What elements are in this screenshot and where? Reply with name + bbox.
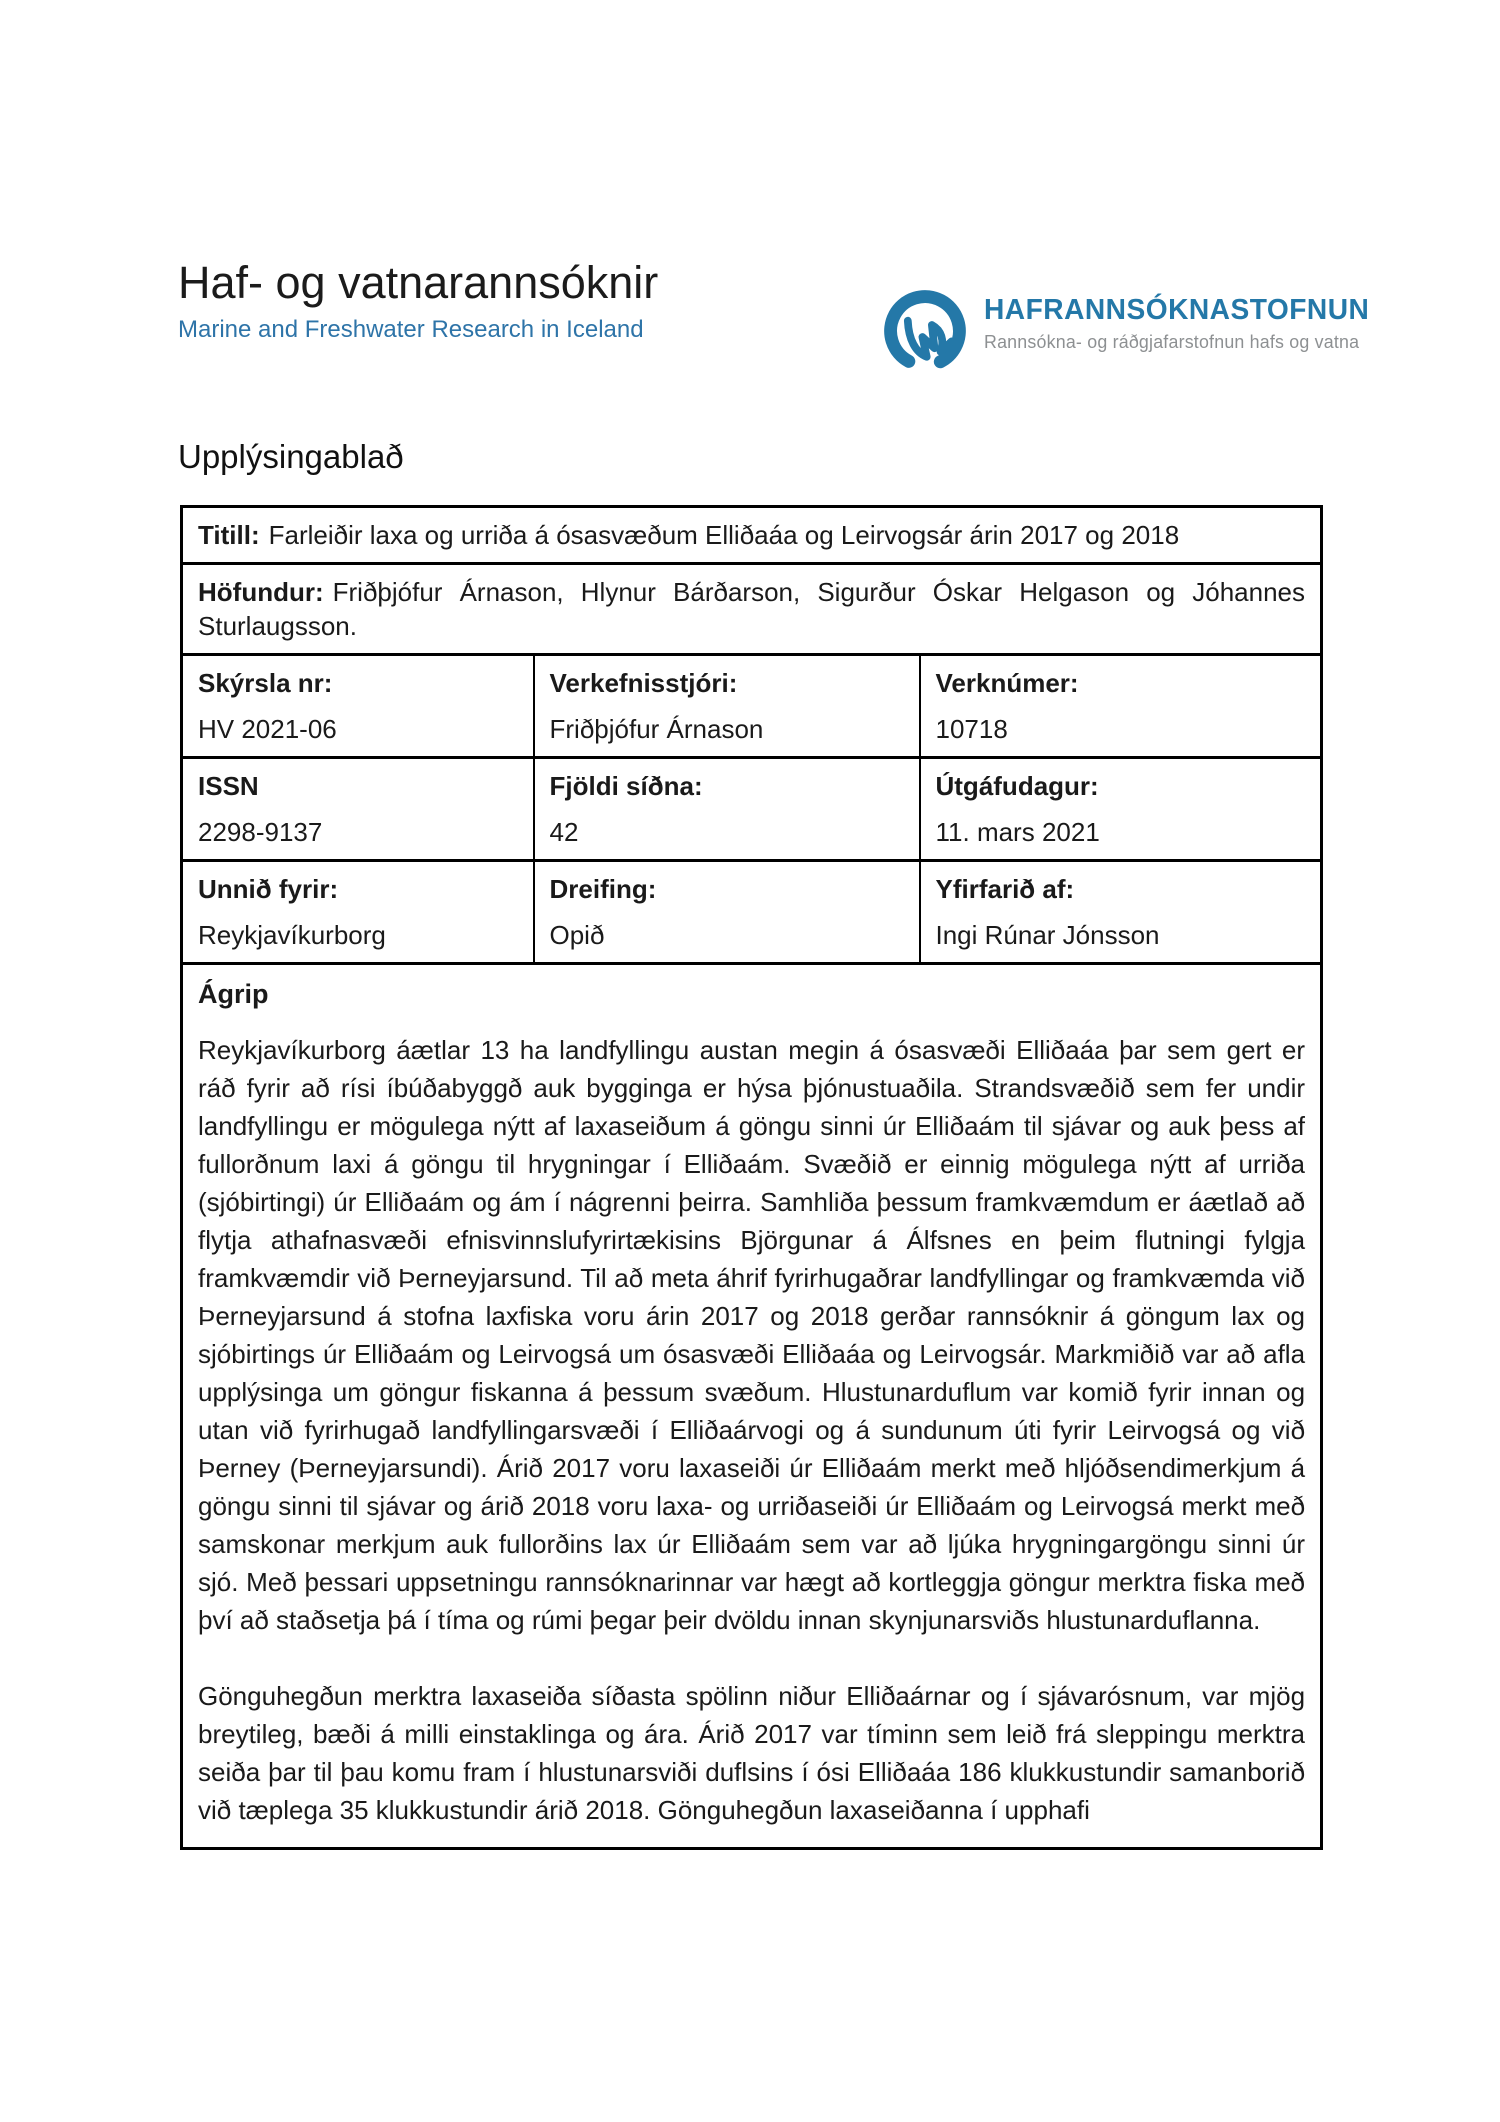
distribution-value: Opið (549, 920, 605, 950)
commissioned-by-value: Reykjavíkurborg (198, 920, 386, 950)
abstract-paragraph: Reykjavíkurborg áætlar 13 ha landfyllingu austan megin á ósasvæði Elliðaáa þar sem gert er ráð fyrir að rísi íbúðabyggð auk bygginga er hýsa þjónustuaðila. Strandsvæðið sem fer undir landfyllingu er mögulega nýtt af laxaseiðum á göngu sinni úr Elliðaám til sjávar og auk þess af fullorðnum laxi á göngu til hrygningar í Elliðaám. Svæðið er einnig mögulega nýtt af urriða (sjóbirtingi) úr Elliðaám og ám í nágrenni þeirra. Samhliða þessum framkvæmdum er áætlað að flytja athafnasvæði efnisvinnslufyrirtækisins Björgunar á Álfsnes en þeim flutningi fylgja framkvæmdir við Þerneyjarsund. Til að meta áhrif fyrirhugaðrar landfyllingar og framkvæmda við Þerneyjarsund á stofna laxfiska voru árin 2017 og 2018 gerðar rannsóknir á göngum lax og sjóbirtings úr Elliðaám og Leirvogsá um ósasvæði Elliðaáa og Leirvogsár. Markmiðið var að afla upplýsinga um göngur fiskanna á þessum svæðum. Hlustunarduflum var komið fyrir innan og utan við fyrirhugað landfyllingarsvæði í Elliðaárvogi og á sundunum úti fyrir Leirvogsá og við Þerney (Þerneyjarsundi). Árið 2017 voru laxaseiði úr Elliðaám merkt með hljóðsendimerkjum á göngu sinni til sjávar og árið 2018 voru laxa- og urriðaseiði úr Elliðaám og Leirvogsá merkt með samskonar merkjum auk fullorðins lax úr Elliðaám sem var að ljúka hrygningargöngu sinni úr sjó. Með þessari uppsetningu rannsóknarinnar var hægt að kortleggja göngur merktra fiska með því að staðsetja þá í tíma og rúmi þegar þeir dvöldu innan skynjunarsviðs hlustunarduflanna. (198, 1035, 1306, 1635)
logo-tagline: Rannsókna- og ráðgjafarstofnun hafs og vatna (984, 332, 1360, 353)
project-number-cell (920, 655, 1322, 758)
reviewed-by-value: Ingi Rúnar Jónsson (935, 920, 1160, 950)
report-number-cell (182, 655, 534, 758)
publish-date-cell (920, 758, 1322, 861)
authors-cell (182, 564, 1322, 655)
reviewed-by-cell (920, 861, 1322, 964)
commissioned-by-label: Unnið fyrir: (198, 874, 339, 904)
publish-date-value: 11. mars 2021 (935, 817, 1100, 847)
project-manager-value: Friðþjófur Árnason (549, 714, 764, 744)
series-title: Haf- og vatnarannsóknir (178, 257, 659, 308)
institute-logo (882, 288, 1381, 374)
table-row (182, 861, 1322, 964)
abstract-heading: Ágrip (198, 979, 269, 1009)
distribution-label: Dreifing: (549, 874, 657, 904)
table-row (182, 758, 1322, 861)
logo-text (984, 288, 1381, 353)
title-cell (182, 507, 1322, 564)
title-label: Titill: (198, 520, 260, 550)
publish-date-label: Útgáfudagur: (935, 771, 1099, 801)
reviewed-by-label: Yfirfarið af: (935, 874, 1075, 904)
issn-label: ISSN (198, 771, 259, 801)
page-count-value: 42 (549, 817, 579, 847)
project-manager-cell (534, 655, 920, 758)
project-manager-label: Verkefnisstjóri: (549, 668, 738, 698)
authors-value: Friðþjófur Árnason, Hlynur Bárðarson, Sigurður Óskar Helgason og Jóhannes Sturlaugsson. (198, 577, 1306, 641)
report-number-value: HV 2021-06 (198, 714, 337, 744)
abstract-paragraph: Gönguhegðun merktra laxaseiða síðasta spölinn niður Elliðaárnar og í sjávarósnum, var mjög breytileg, bæði á milli einstaklinga og ára. Árið 2017 var tíminn sem leið frá sleppingu merktra seiða þar til þau komu fram í hlustunarsviði duflsins í ósi Elliðaáa 186 klukkustundir samanborið við tæplega 35 klukkustundir árið 2018. Gönguhegðun laxaseiðanna í upphafi (198, 1681, 1306, 1825)
logo-name: HAFRANNSÓKNASTOFNUN (984, 294, 1370, 326)
table-row (182, 655, 1322, 758)
series-subtitle: Marine and Freshwater Research in Iceland (178, 315, 644, 343)
commissioned-by-cell (182, 861, 534, 964)
issn-value: 2298-9137 (198, 817, 323, 847)
info-table (180, 505, 1323, 1850)
project-number-label: Verknúmer: (935, 668, 1079, 698)
wave-circle-icon (882, 288, 968, 374)
title-value: Farleiðir laxa og urriða á ósasvæðum Elliðaáa og Leirvogsár árin 2017 og 2018 (268, 520, 1180, 550)
page-title: Upplýsingablað (178, 438, 404, 475)
report-number-label: Skýrsla nr: (198, 668, 333, 698)
page-count-cell (534, 758, 920, 861)
distribution-cell (534, 861, 920, 964)
table-row (182, 507, 1322, 564)
page-count-label: Fjöldi síðna: (549, 771, 703, 801)
table-row (182, 964, 1322, 1849)
table-row (182, 564, 1322, 655)
project-number-value: 10718 (935, 714, 1008, 744)
issn-cell (182, 758, 534, 861)
authors-label: Höfundur: (198, 577, 324, 607)
masthead (178, 258, 658, 344)
abstract-cell (182, 964, 1322, 1849)
